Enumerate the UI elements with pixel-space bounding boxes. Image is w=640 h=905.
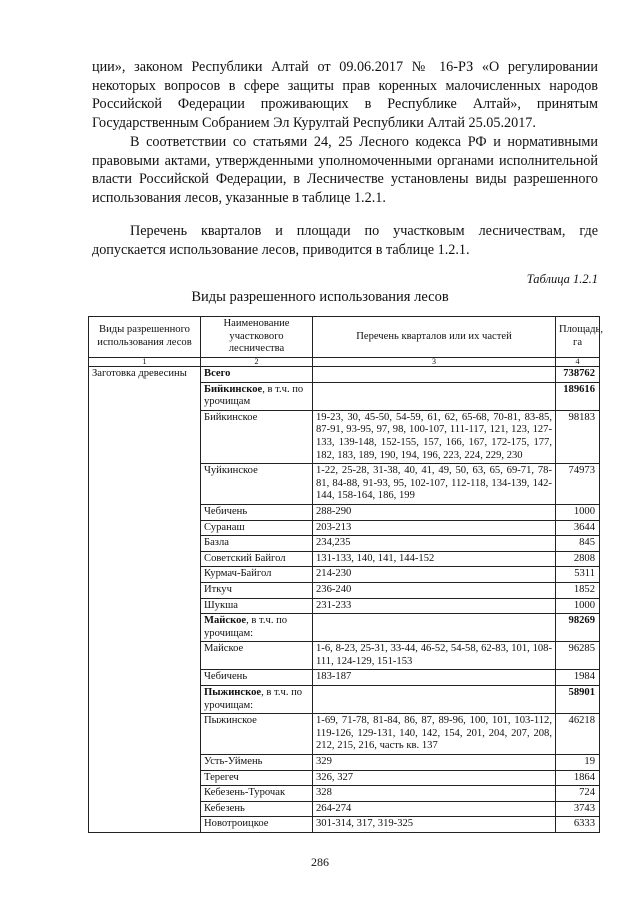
quarters-cell: 131-133, 140, 141, 144-152 bbox=[313, 551, 556, 567]
quarters-cell: 326, 327 bbox=[313, 770, 556, 786]
forestry-name-cell bbox=[201, 567, 313, 583]
area-cell: 74973 bbox=[556, 464, 600, 505]
forestry-name-suffix: , в т.ч. по урочищам: bbox=[204, 615, 288, 639]
forestry-name: Шукша bbox=[204, 599, 238, 611]
table-row bbox=[89, 367, 600, 383]
column-number: 4 bbox=[556, 358, 600, 367]
paragraph-2: В соответствии со статьями 24, 25 Лесного кодекса РФ и нормативными правовыми актами, утвержденными уполномоченными органами исполнительной власти Российской Федерации, в Лесничестве установлены виды разрешенного использования лесов, указанные в таблице 1.2.1. bbox=[92, 134, 598, 206]
forestry-name: Бийкинское bbox=[204, 383, 263, 395]
forest-use-table bbox=[88, 316, 603, 833]
forestry-name: Пыжинское bbox=[204, 687, 262, 699]
quarters-cell: 288-290 bbox=[313, 504, 556, 520]
forestry-name: Терегеч bbox=[204, 771, 239, 783]
forestry-name-suffix: , в т.ч. по урочищам bbox=[204, 383, 304, 408]
forestry-name-cell bbox=[201, 504, 313, 520]
forestry-name-cell bbox=[201, 801, 313, 817]
quarters-cell: 301-314, 317, 319-325 bbox=[313, 817, 556, 833]
table-caption: Таблица 1.2.1 bbox=[526, 272, 598, 286]
area-cell: 98269 bbox=[556, 614, 600, 642]
forestry-name-suffix: , в т.ч. по урочищам: bbox=[204, 687, 303, 711]
forestry-name-cell bbox=[201, 367, 313, 383]
area-cell: 1984 bbox=[556, 670, 600, 686]
area-cell: 2808 bbox=[556, 551, 600, 567]
header-cell: Наименование участкового лесничества bbox=[201, 317, 313, 358]
forestry-name-cell bbox=[201, 551, 313, 567]
quarters-cell: 183-187 bbox=[313, 670, 556, 686]
forestry-name-cell bbox=[201, 817, 313, 833]
area-cell: 1000 bbox=[556, 598, 600, 614]
table-title: Виды разрешенного использования лесов bbox=[191, 289, 449, 305]
forestry-name-cell bbox=[201, 770, 313, 786]
quarters-cell: 234,235 bbox=[313, 536, 556, 552]
quarters-cell: 236-240 bbox=[313, 582, 556, 598]
area-cell: 96285 bbox=[556, 642, 600, 670]
quarters-cell: 19-23, 30, 45-50, 54-59, 61, 62, 65-68, 70-81, 83-85, 87-91, 93-95, 97, 98, 100-107, 111-117, 121, 123, 127-133, 139-148, 152-155, 157, 166, 167, 172-175, 177, 182, 183, 189, 190, 194, 196, 223, 224, 229, 230 bbox=[313, 410, 556, 463]
forestry-name-cell bbox=[201, 410, 313, 463]
forestry-name: Кебезень bbox=[204, 802, 245, 814]
forestry-name: Курмач-Байгол bbox=[204, 568, 272, 580]
area-cell: 3644 bbox=[556, 520, 600, 536]
forestry-name-cell bbox=[201, 670, 313, 686]
forestry-name: Новотроицкое bbox=[204, 818, 269, 830]
table-header-row bbox=[89, 317, 600, 358]
forestry-name-cell bbox=[201, 598, 313, 614]
forestry-name-cell bbox=[201, 786, 313, 802]
paragraph-1: ции», законом Республики Алтай от 09.06.2017 № 16-РЗ «О регулировании некоторых вопросов в сфере защиты прав коренных малочисленных народов Российской Федерации проживающих в Республике Алтай», принятым Государственным Собранием Эл Курултай Республики Алтай 25.05.2017. bbox=[92, 59, 598, 131]
column-number: 2 bbox=[201, 358, 313, 367]
quarters-cell: 231-233 bbox=[313, 598, 556, 614]
use-type-cell: Заготовка древесины bbox=[89, 367, 201, 833]
area-cell: 98183 bbox=[556, 410, 600, 463]
paragraph-3: Перечень кварталов и площади по участковым лесничествам, где допускается использование лесов, приводится в таблице 1.2.1. bbox=[92, 223, 598, 258]
area-cell: 19 bbox=[556, 755, 600, 771]
forestry-name: Базла bbox=[204, 537, 229, 549]
area-cell: 5311 bbox=[556, 567, 600, 583]
quarters-cell bbox=[313, 367, 556, 383]
area-cell: 189616 bbox=[556, 382, 600, 410]
forestry-name-cell bbox=[201, 382, 313, 410]
area-cell: 1000 bbox=[556, 504, 600, 520]
area-cell: 6333 bbox=[556, 817, 600, 833]
forestry-name: Всего bbox=[204, 368, 231, 379]
quarters-cell bbox=[313, 686, 556, 714]
quarters-cell bbox=[313, 382, 556, 410]
quarters-cell bbox=[313, 614, 556, 642]
table-body bbox=[89, 367, 600, 833]
area-cell: 845 bbox=[556, 536, 600, 552]
forestry-name-cell bbox=[201, 582, 313, 598]
forestry-name: Чуйкинское bbox=[204, 465, 258, 477]
column-number: 3 bbox=[313, 358, 556, 367]
forestry-name-cell bbox=[201, 536, 313, 552]
forestry-name-cell bbox=[201, 614, 313, 642]
forestry-name-cell bbox=[201, 714, 313, 755]
forestry-name-cell bbox=[201, 755, 313, 771]
quarters-cell: 1-6, 8-23, 25-31, 33-44, 46-52, 54-58, 62-83, 101, 108-111, 124-129, 151-153 bbox=[313, 642, 556, 670]
forestry-name: Суранаш bbox=[204, 521, 245, 533]
forestry-name: Чебичень bbox=[204, 505, 248, 517]
forestry-name: Майское bbox=[204, 615, 247, 627]
page-number: 286 bbox=[311, 855, 329, 869]
quarters-cell: 203-213 bbox=[313, 520, 556, 536]
header-cell: Перечень кварталов или их частей bbox=[313, 317, 556, 358]
area-cell: 738762 bbox=[556, 367, 600, 383]
forestry-name-cell bbox=[201, 686, 313, 714]
quarters-cell: 1-22, 25-28, 31-38, 40, 41, 49, 50, 63, 65, 69-71, 78-81, 84-88, 91-93, 95, 102-107, 112-118, 134-139, 142-144, 158-164, 186, 199 bbox=[313, 464, 556, 505]
column-number-row bbox=[89, 358, 600, 367]
area-cell: 1852 bbox=[556, 582, 600, 598]
forestry-name: Советский Байгол bbox=[204, 552, 286, 564]
forestry-name: Усть-Уймень bbox=[204, 756, 263, 768]
area-cell: 3743 bbox=[556, 801, 600, 817]
forestry-name-cell bbox=[201, 520, 313, 536]
area-cell: 46218 bbox=[556, 714, 600, 755]
quarters-cell: 328 bbox=[313, 786, 556, 802]
forestry-name-cell bbox=[201, 464, 313, 505]
quarters-cell: 1-69, 71-78, 81-84, 86, 87, 89-96, 100, 101, 103-112, 119-126, 129-131, 140, 142, 154, 201, 204, 207, 208, 212, 215, 216, часть кв. 137 bbox=[313, 714, 556, 755]
forestry-name: Пыжинское bbox=[204, 715, 257, 727]
forestry-name: Иткуч bbox=[204, 583, 232, 595]
area-cell: 1864 bbox=[556, 770, 600, 786]
area-cell: 724 bbox=[556, 786, 600, 802]
area-cell: 58901 bbox=[556, 686, 600, 714]
quarters-cell: 329 bbox=[313, 755, 556, 771]
forestry-name: Майское bbox=[204, 643, 244, 655]
header-cell: Виды разрешенного использования лесов bbox=[89, 317, 201, 358]
forestry-name: Бийкинское bbox=[204, 411, 258, 423]
forestry-name: Кебезень-Турочак bbox=[204, 787, 286, 799]
forestry-name-cell bbox=[201, 642, 313, 670]
forestry-name: Чебичень bbox=[204, 671, 248, 683]
quarters-cell: 264-274 bbox=[313, 801, 556, 817]
header-cell: Площадь, га bbox=[556, 317, 600, 358]
quarters-cell: 214-230 bbox=[313, 567, 556, 583]
column-number: 1 bbox=[89, 358, 201, 367]
